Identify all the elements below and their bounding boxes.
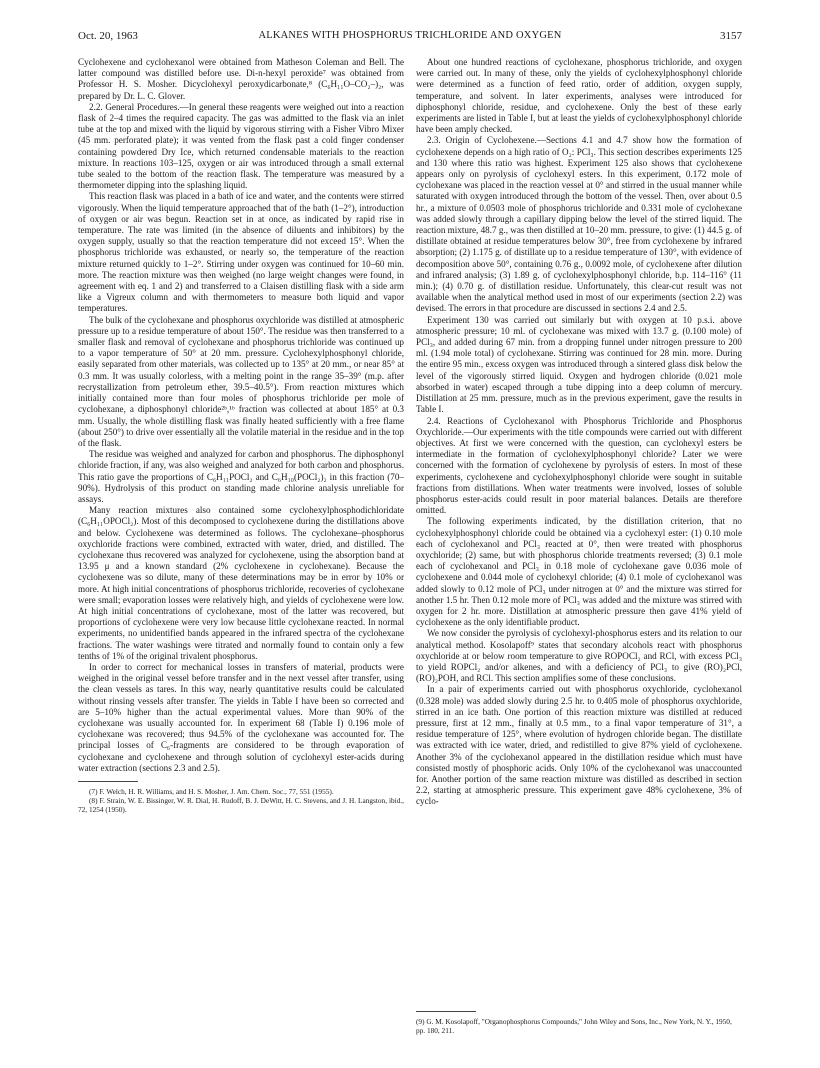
paragraph: 2.3. Origin of Cyclohexene.—Sections 4.1 and 4.7 show how the formation of cyclohexene depends on a high ratio of O₂: PCl₃. This section describes experiments 125 and 130 where this ratio was highest. Experiment 125 also shows that cyclohexene appears only on pyrolysis of cyclohexyl esters. In this experiment, 0.172 mole of cyclohexane was placed in the reaction vessel at 0° and stirred in the usual manner while saturated with oxygen introduced through the bottom of the vessel. Then, over about 0.5 hr., a mixture of 0.0503 mole of phosphorus trichloride and 0.331 mole of cyclohexane was added slowly through a capillary dipping below the level of the stirred liquid. The reaction mixture, 48.7 g., was then distilled at 10–20 mm. pressure, to give: (1) 44.5 g. of distillate obtained at residue temperatures below 30°, free from cyclohexene by infrared absorption; (2) 1.175 g. of distillate up to a residue temperature of 130°, with evidence of decomposition above 50°, containing 0.76 g., 0.0092 mole, of cyclohexene after dilution and infrared analysis; (3) 1.89 g. of cyclohexylphosphonyl chloride, b.p. 114–116° (11 min.); (4) 0.70 g. of distillation residue. Unfortunately, this clear-cut result was not available when the analytical method used in most of our experiments (section 2.2) was devised. The errors in that procedure are discussed in sections 2.4 and 2.5.	[416, 135, 742, 314]
footnote-divider	[416, 1011, 476, 1012]
header-date: Oct. 20, 1963	[78, 30, 138, 42]
paragraph: The following experiments indicated, by the distillation criterion, that no cyclohexylphosphonyl chloride could be obtained via a cyclohexyl ester: (1) 0.10 mole each of cyclohexanol and PCl₃ reacted at 0°, then were treated with phosphorus oxychloride; (2) same, but with phosphorus chloride treatments reversed; (3) 0.1 mole each of cyclohexanol and PCl₃ in 0.18 mole of cyclohexane gave 0.036 mole of cyclohexene and 0.044 mole of cyclohexyl chloride; (4) 0.1 mole of cyclohexanol was added slowly to 0.12 mole of PCl₃ under nitrogen at 0° and the mixture was stirred for another 1.5 hr. Then 0.12 mole more of PCl₃ was added and the mixture was stirred with oxygen for 2 hr. more. Distillation at atmospheric pressure then gave 41% yield of cyclohexene as the only identifiable product.	[416, 516, 742, 628]
paragraph: Experiment 130 was carried out similarly but with oxygen at 10 p.s.i. above atmospheric pressure; 10 ml. of cyclohexane was mixed with 13.7 g. (0.100 mole) of PCl₃, and added during 67 min. from a dropping funnel under nitrogen pressure to 200 ml. (1.94 mole total) of cyclohexane. Stirring was continued for 28 min. more. During the entire 95 min., excess oxygen was introduced through a sintered glass disk below the level of the vigorously stirred liquid. Oxygen and hydrogen chloride (0.021 mole absorbed in water) escaped through a tube dipping into a deep column of mercury. Distillation at 25 mm. pressure, much as in the previous experiment, gave the results in Table I.	[416, 314, 742, 415]
footnote: (7) F. Welch, H. R. Williams, and H. S. Mosher, J. Am. Chem. Soc., 77, 551 (1955).	[89, 787, 334, 796]
paragraph: The bulk of the cyclohexane and phosphorus oxychloride was distilled at atmospheric pressure up to a residue temperature of about 150°. The residue was then transferred to a smaller flask and removal of cyclohexane and phosphorus trichloride was continued up to a vapor temperature of 50° at 20 mm. pressure. Cyclohexylphosphonyl chloride, easily separated from other materials, was collected up to 135° at 20 mm., or near 85° at 0.3 mm. It was usually colorless, with a melting point in the range 35–39° (m.p. after recrystallization from petroleum ether, 39.5–40.5°). From reaction mixtures which initially contained more than four moles of phosphorus trichloride per mole of cyclohexane, a diphosphonyl chloride²ᵇ,¹ᵇ fraction was collected at about 185° at 0.3 mm. Usually, the whole distilling flask was finally heated sufficiently with a free flame (about 250°) to drive over essentially all the volatile material in the residue and in the top of the flask.	[78, 314, 404, 448]
paragraph: Cyclohexene and cyclohexanol were obtained from Matheson Coleman and Bell. The latter compound was distilled before use. Di-n-hexyl peroxide⁷ was obtained from Professor H. S. Mosher. Dicyclohexyl peroxydicarbonate,⁸ (C₆H₁₁O–CO₂–)₂, was prepared by Dr. L. C. Glover.	[78, 57, 404, 101]
header-title: ALKANES WITH PHOSPHORUS TRICHLORIDE AND OXYGEN	[258, 30, 562, 41]
paragraph: 2.4. Reactions of Cyclohexanol with Phosphorus Trichloride and Phosphorus Oxychloride.—Our experiments with the title compounds were carried out with different objectives. At first we were concerned with the question, can cyclohexyl esters be intermediate in the formation of cyclohexylphosphonyl chloride? Later we were concerned with the formation of cyclohexene by pyrolysis of esters. In most of these experiments, cyclohexene and cyclohexylphosphonyl chloride were sought in suitable fractions from distillations. When water treatments were involved, losses of soluble phosphorus ester-acids could result in poor material balances. Details are therefore omitted.	[416, 415, 742, 516]
paragraph: In order to correct for mechanical losses in transfers of material, products were weighed in the original vessel before transfer and in the next vessel after transfer, using the clean vessels as tares. In this way, nearly quantitative results could be calculated without rinsing vessels after transfer. The yields in Table I have been so corrected and are 5–10% higher than the actual experimental values. More than 90% of the cyclohexane was usually accounted for. In experiment 68 (Table I) 0.196 mole of cyclohexane was recovered; thus 94.5% of the cyclohexane was accounted for. The principal losses of C₆-fragments are considered to be through evaporation of cyclohexane and cyclohexene and through solution of cyclohexyl ester-acids during water extraction (sections 2.3 and 2.5).	[78, 661, 404, 773]
paragraph: In a pair of experiments carried out with phosphorus oxychloride, cyclohexanol (0.328 mole) was added slowly during 2.5 hr. to 0.405 mole of phosphorus oxychloride, stirred in an ice bath. One portion of this reaction mixture was distilled at reduced pressure, first at 12 mm., finally at 0.5 mm., to a final vapor temperature of 31°, a residue temperature of 125°, where evolution of hydrogen chloride began. The distillate was extracted with ice water, dried, and redistilled to give 87% yield of cyclohexene. Another 3% of the cyclohexanol appeared in the distillation residue which must have consisted mostly of phosphoric acids. Only 10% of the cyclohexanol was unaccounted for. Another portion of the same reaction mixture was distilled as described in section 2.2, starting at atmospheric pressure. This experiment gave 48% cyclohexene, 3% of cyclo-	[416, 684, 742, 807]
right-column	[416, 57, 742, 808]
footnote: (9) G. M. Kosolapoff, "Organophosphorus Compounds," John Wiley and Sons, Inc., New York, N. Y., 1950, pp. 180, 211.	[416, 1017, 732, 1036]
paragraph: Many reaction mixtures also contained some cyclohexylphosphodichloridate (C₆H₁₁OPOCl₂). Most of this decomposed to cyclohexene during the distillations above and below. Cyclohexene was determined as follows. The cyclohexane–phosphorus oxychloride fractions were combined, extracted with water, dried, and distilled. The cyclohexane thus recovered was analyzed for cyclohexene, using the absorption band at 13.95 μ and a known standard (2% cyclohexene in cyclohexane). Because the cyclohexene was so dilute, many of these determinations may be in error by 10% or more. At high initial concentrations of phosphorus trichloride, recoveries of cyclohexane were small; evaporation losses were relatively high, and yields of cyclohexene were low. At high initial concentrations of cyclohexane, most of the latter was recovered, but proportions of cyclohexene were very low because little cyclohexane reacted. In normal experiments, no unidentified bands appeared in the infrared spectra of the cyclohexane fractions. The water washings were titrated and normally found to contain only a few tenths of 1% of the original trivalent phosphorus.	[78, 505, 404, 661]
running-header	[78, 30, 742, 46]
paragraph: About one hundred reactions of cyclohexane, phosphorus trichloride, and oxygen were carried out. In many of these, only the yields of cyclohexylphosphonyl chloride were determined as a function of feed ratio, order of addition, oxygen supply, temperature, and solvent. In later experiments, analyses were introduced for diphosphonyl chloride, residue, and cyclohexene. Only the best of these early experiments are listed in Table I, but at least the yields of cyclohexylphosphonyl chloride have been amply checked.	[416, 57, 742, 135]
paragraph: This reaction flask was placed in a bath of ice and water, and the contents were stirred vigorously. When the liquid temperature approached that of the bath (1–2°), introduction of oxygen or air was begun. Reaction set in at once, as indicated by rapid rise in temperature. The rate was limited (in the absence of diluents and inhibitors) by the oxygen supply, usually so that the reaction temperature did not exceed 15°. When the phosphorus trichloride was exhausted, or nearly so, the temperature of the reaction mixture returned quickly to 1–2°. Stirring under oxygen was continued for 10–60 min. more. The reaction mixture was then weighed (no large weight changes were found, in agreement with eq. 1 and 2) and transferred to a Claisen distilling flask with a side arm like a Vigreux column and with thermometers to measure both liquid and vapor temperatures.	[78, 191, 404, 314]
paragraph: We now consider the pyrolysis of cyclohexyl-phosphorus esters and its relation to our analytical method. Kosolapoff⁹ states that secondary alcohols react with phosphorus oxychloride at or below room temperature to give ROPOCl₂ and RCl, with excess PCl₃ to yield ROPCl₂ and/or alkenes, and with a deficiency of PCl₃ to give (RO)₂PCl, (RO)₂POH, and RCl. This section amplifies some of these conclusions.	[416, 628, 742, 684]
footnote-divider	[78, 781, 138, 782]
right-footnote-block	[416, 1011, 742, 1036]
paragraph: 2.2. General Procedures.—In general these reagents were weighed out into a reaction flask of 2–4 times the required capacity. The gas was admitted to the flask via an inlet tube at the top and mixed with the liquid by vigorous stirring with a Fisher Vibro Mixer (45 mm. perforated plate); it was vented from the flask past a cold finger condenser containing powdered Dry Ice, which returned condensable materials to the reaction mixture. In reactions 103–125, oxygen or air was introduced through a small external tube sealed to the bottom of the reaction flask. The temperature was measured by a thermometer dipping into the splashing liquid.	[78, 101, 404, 191]
paragraph: The residue was weighed and analyzed for carbon and phosphorus. The diphosphonyl chloride fraction, if any, was also weighed and analyzed for both carbon and phosphorus. This ratio gave the proportions of C₆H₁₁POCl₂ and C₆H₁₀(POCl₂)₂ in this fraction (70–90%). Hydrolysis of this product on standing made chlorine analysis unreliable for assays.	[78, 449, 404, 504]
footnote: (8) F. Strain, W. E. Bissinger, W. R. Dial, H. Rudoff, B. J. DeWitt, H. C. Stevens, and J. H. Langston, ibid., 72, 1254 (1950).	[78, 796, 404, 815]
page-number: 3157	[720, 30, 742, 42]
left-column	[78, 57, 404, 815]
